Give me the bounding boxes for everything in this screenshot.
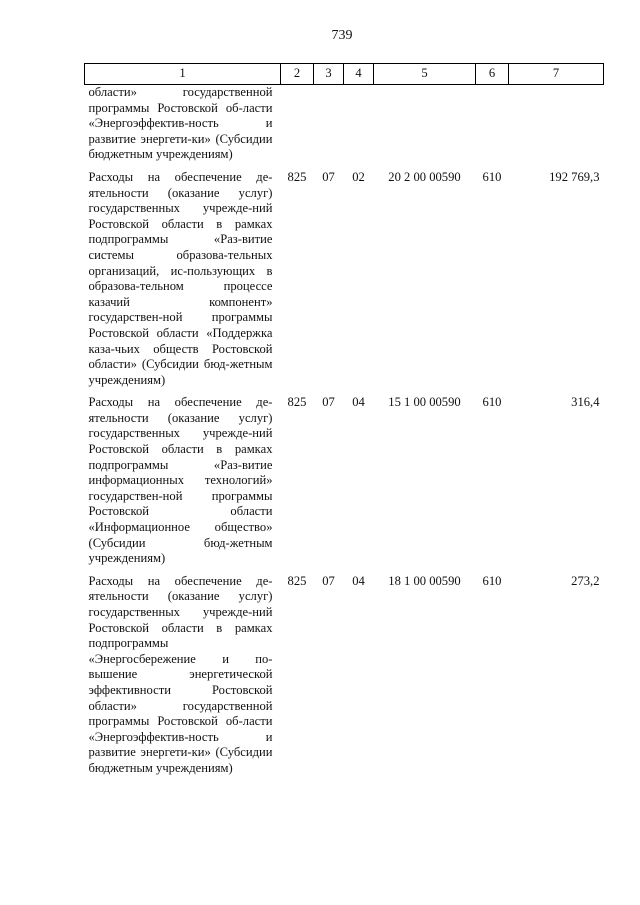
row-ministry-code — [281, 85, 314, 170]
row-amount: 273,2 — [571, 573, 600, 588]
page-number: 739 — [331, 28, 353, 43]
row-section-code: 07 — [322, 395, 335, 410]
row-expense-type-code: 610 — [482, 169, 502, 184]
row-section-code: 07 — [322, 169, 335, 184]
table-header-row — [85, 64, 604, 85]
column-header-4: 4 — [344, 64, 374, 85]
row-amount: 192 769,3 — [549, 169, 600, 184]
row-amount: 316,4 — [571, 395, 600, 410]
row-amount — [509, 85, 604, 170]
row-subsection-code: 04 — [352, 573, 365, 588]
table-row — [85, 85, 604, 170]
row-expense-type-code — [476, 85, 509, 170]
row-subsection-code: 02 — [352, 169, 365, 184]
column-header-6: 6 — [476, 64, 509, 85]
row-target-code: 20 2 00 00590 — [388, 169, 461, 184]
row-ministry-code: 825 — [287, 395, 307, 410]
row-expense-type-code: 610 — [482, 573, 502, 588]
row-section-code: 07 — [322, 573, 335, 588]
table-row — [85, 574, 604, 784]
column-header-3: 3 — [314, 64, 344, 85]
row-target-code: 15 1 00 00590 — [388, 395, 461, 410]
row-description: Расходы на обеспечение де-ятельности (оказание услуг) государственных учрежде-ний Ростовской области в рамках подпрограммы «Раз-витие системы образова-тельных организаций, ис-пользующих в образова-тельном процессе казачий компонент» государствен-ной программы Ростовской области «Поддержка каза-чьих обществ Ростовской области» (Субсидии бюд-жетным учреждениям) — [88, 169, 273, 387]
row-target-code: 18 1 00 00590 — [388, 573, 461, 588]
column-header-5: 5 — [374, 64, 476, 85]
row-description: Расходы на обеспечение де-ятельности (оказание услуг) государственных учрежде-ний Ростовской области в рамках подпрограммы «Энергосбережение и по-вышение энергетической эффективности Ростовской области» государственной программы Ростовской об-ласти «Энергоэффектив-ность и развитие энергети-ки» (Субсидии бюджетным учреждениям) — [88, 573, 273, 775]
table-row — [85, 170, 604, 395]
row-description: Расходы на обеспечение де-ятельности (оказание услуг) государственных учрежде-ний Ростовской области в рамках подпрограммы «Раз-витие информационных технологий» государствен-ной программы Ростовской области «Информационное общество» (Субсидии бюд-жетным учреждениям) — [88, 395, 273, 566]
row-section-code — [314, 85, 344, 170]
table-row — [85, 395, 604, 574]
row-target-code — [374, 85, 476, 170]
row-subsection-code — [344, 85, 374, 170]
row-subsection-code: 04 — [352, 395, 365, 410]
row-ministry-code: 825 — [287, 169, 307, 184]
budget-table — [84, 63, 604, 784]
row-expense-type-code: 610 — [482, 395, 502, 410]
column-header-2: 2 — [281, 64, 314, 85]
row-ministry-code: 825 — [287, 573, 307, 588]
column-header-7: 7 — [509, 64, 604, 85]
row-description: области» государственной программы Ростовской об-ласти «Энергоэффектив-ность и развитие энергети-ки» (Субсидии бюджетным учреждениям) — [88, 85, 273, 162]
column-header-1: 1 — [85, 64, 281, 85]
